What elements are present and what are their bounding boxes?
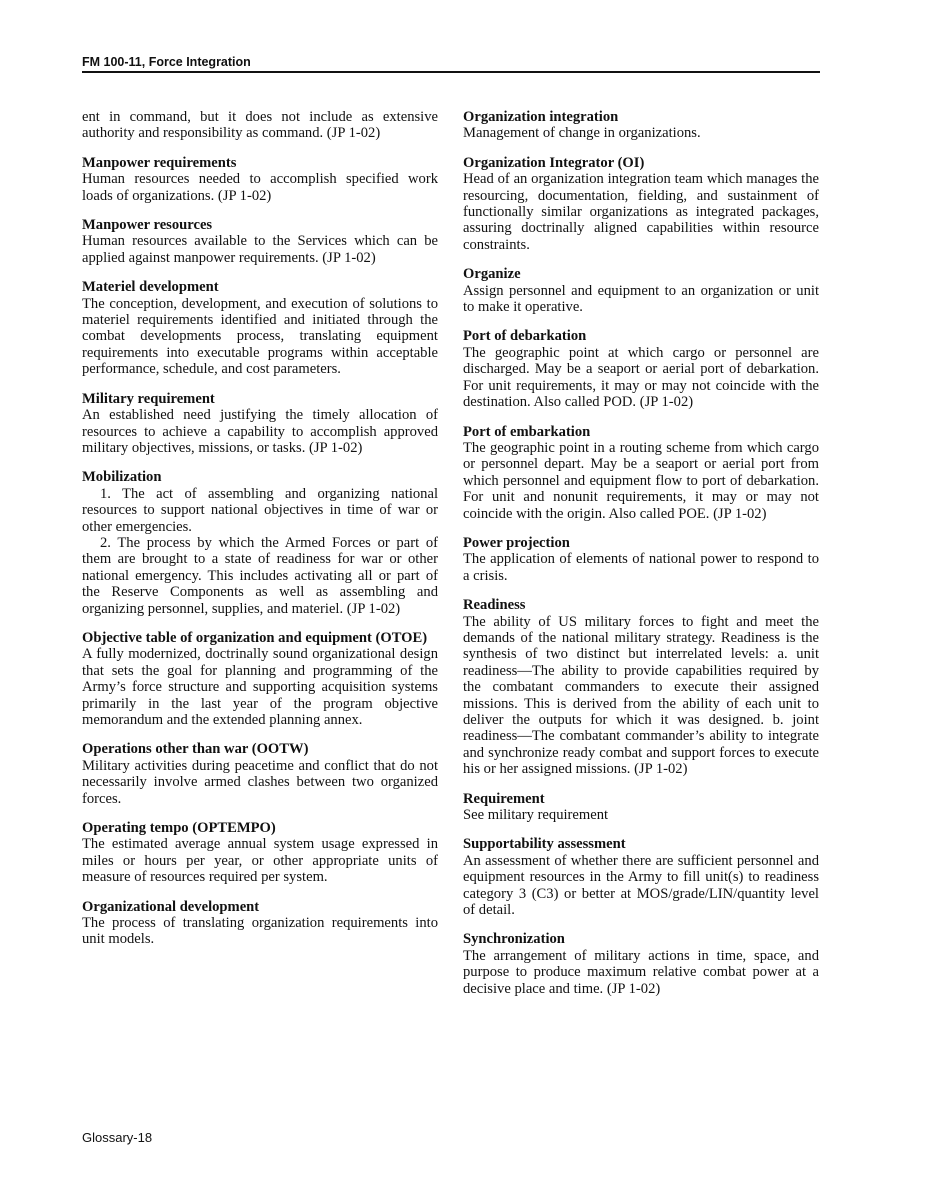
glossary-entry: [463, 328, 819, 410]
glossary-definition: Head of an organization integration team which manages the resourcing, documentation, fielding, and sustainment of functionally similar organizations as integrated packages, assuring doctrinally aligned capabilities within resource constraints.: [463, 171, 819, 253]
glossary-entry: [463, 836, 819, 918]
glossary-definition: Military activities during peacetime and conflict that do not necessarily involve armed clashes between two organized forces.: [82, 757, 438, 807]
glossary-definition: The process of translating organization requirements into unit models.: [82, 915, 438, 948]
glossary-term: Operations other than war (OOTW): [82, 741, 309, 758]
glossary-entry: [82, 155, 438, 204]
glossary-definition: Human resources needed to accomplish specified work loads of organizations. (JP 1-02): [82, 171, 438, 204]
glossary-entry: [463, 155, 819, 253]
glossary-term: Supportability assessment: [463, 836, 626, 853]
glossary-term: Military requirement: [82, 390, 215, 407]
glossary-entry: [82, 469, 438, 617]
glossary-definition: See military requirement: [463, 807, 609, 824]
glossary-term: Power projection: [463, 534, 570, 551]
glossary-entry: [463, 424, 819, 522]
glossary-entry: [82, 391, 438, 457]
glossary-entry: [463, 266, 819, 315]
right-column: [463, 109, 819, 1010]
glossary-definition: Assign personnel and equipment to an organization or unit to make it operative.: [463, 282, 819, 316]
glossary-term: Operating tempo (OPTEMPO): [82, 820, 276, 837]
continued-definition: ent in command, but it does not include as extensive authority and responsibility as command. (JP 1-02): [82, 109, 438, 142]
glossary-term: Port of embarkation: [463, 423, 591, 440]
page-number: Glossary-18: [82, 1130, 153, 1145]
glossary-term: Requirement: [463, 790, 545, 807]
glossary-definition: The geographic point at which cargo or personnel are discharged. May be a seaport or aerial port of debarkation. For unit requirements, it may or may not coincide with the destination. Also called POD. (JP 1-02): [463, 344, 819, 411]
glossary-term: Port of debarkation: [463, 328, 587, 345]
glossary-entry: [463, 931, 819, 997]
glossary-definition: The ability of US military forces to fight and meet the demands of the national military strategy. Readiness is the synthesis of two distinct but interrelated levels: a. unit readiness—The ability to provide capabilities required by the combatant commanders to execute their assigned missions. This is derived from the ability of each unit to deliver the outputs for which it was designed. b. joint readiness—The combatant commander’s ability to integrate and synchronize ready combat and support forces to execute his or her assigned missions. (JP 1-02): [463, 613, 819, 778]
glossary-term: Synchronization: [463, 931, 565, 948]
glossary-term: Organization Integrator (OI): [463, 154, 645, 171]
glossary-definition: The estimated average annual system usage expressed in miles or hours per year, or other appropriate units of measure of resources required per system.: [82, 836, 438, 886]
glossary-definition: The geographic point in a routing scheme from which cargo or personnel depart. May be a seaport or aerial port from which personnel and equipment flow to port of debarkation. For unit and nonunit requirements, it may or may not coincide with the origin. Also called POE. (JP 1-02): [463, 439, 819, 522]
left-column: [82, 109, 438, 961]
glossary-term: Manpower requirements: [82, 154, 237, 171]
glossary-term: Organizational development: [82, 898, 260, 915]
glossary-entry: [463, 791, 819, 824]
glossary-definition-part: 1. The act of assembling and organizing national resources to support national objectives in time of war or other emergencies.: [82, 485, 438, 535]
glossary-term: Organization integration: [463, 109, 619, 125]
glossary-entry: [82, 630, 438, 728]
glossary-definition: The arrangement of military actions in time, space, and purpose to produce maximum relative combat power at a decisive place and time. (JP 1-02): [463, 947, 819, 997]
glossary-definition: A fully modernized, doctrinally sound organizational design that sets the goal for planning and programming of the Army’s force structure and supporting acquisition systems primarily in the last year of the program objective memorandum and the extended planning annex.: [82, 646, 438, 728]
glossary-term: Objective table of organization and equipment (OTOE): [82, 629, 428, 646]
glossary-term: Materiel development: [82, 279, 219, 296]
glossary-entry: [82, 741, 438, 807]
glossary-definition: Management of change in organizations.: [463, 125, 701, 142]
glossary-entry: [82, 217, 438, 266]
glossary-entry: [82, 899, 438, 948]
glossary-entry: [463, 535, 819, 584]
glossary-definition: An established need justifying the timely allocation of resources to achieve a capability to accomplish approved military objectives, missions, or tasks. (JP 1-02): [82, 407, 438, 456]
glossary-term: Organize: [463, 266, 521, 283]
glossary-definition: The application of elements of national power to respond to a crisis.: [463, 551, 819, 584]
glossary-entry: [463, 597, 819, 777]
glossary-term: Readiness: [463, 597, 526, 614]
glossary-entry: [82, 820, 438, 886]
glossary-definition: An assessment of whether there are sufficient personnel and equipment resources in the Army to fill unit(s) to readiness category 3 (C3) or better at MOS/grade/LIN/quantity level of detail.: [463, 852, 819, 919]
glossary-term: Manpower resources: [82, 217, 213, 234]
running-header: FM 100-11, Force Integration: [82, 55, 820, 73]
glossary-definition: The conception, development, and execution of solutions to materiel requirements identified and initiated through the combat developments process, translating equipment requirements into executable programs within acceptable performance, schedule, and cost parameters.: [82, 295, 438, 378]
glossary-definition-part: 2. The process by which the Armed Forces or part of them are brought to a state of readiness for war or other national emergency. This includes activating all or part of the Reserve Components as well as assembling and organizing personnel, supplies, and materiel. (JP 1-02): [82, 534, 438, 617]
glossary-entry: [82, 279, 438, 377]
glossary-definition: Human resources available to the Services which can be applied against manpower requirements. (JP 1-02): [82, 233, 438, 266]
glossary-term: Mobilization: [82, 469, 162, 486]
glossary-entry: [463, 109, 819, 142]
